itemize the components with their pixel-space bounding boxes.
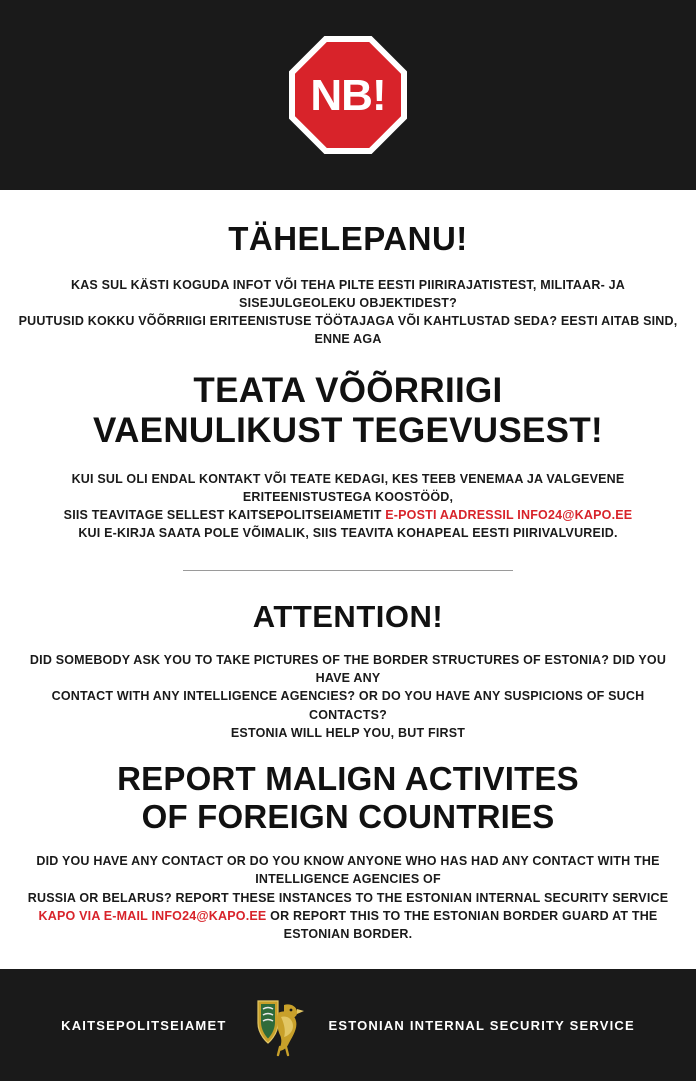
english-detail <box>18 852 678 943</box>
english-intro <box>18 651 678 742</box>
estonian-intro-line-1: KAS SUL KÄSTI KOGUDA INFOT VÕI TEHA PILTE EESTI PIIRIRAJATISTEST, MILITAAR- JA SISEJULGEOLEKU OBJEKTIDEST? <box>70 278 626 311</box>
english-detail-line-3-rest: OR REPORT THIS TO THE ESTONIAN BORDER GUARD AT THE ESTONIAN BORDER. <box>266 908 658 941</box>
griffin-shield-crest-icon <box>248 993 306 1057</box>
footer-banner <box>0 969 696 1081</box>
english-detail-line-2: RUSSIA OR BELARUS? REPORT THESE INSTANCES TO THE ESTONIAN INTERNAL SECURITY SERVICE <box>27 890 669 905</box>
nb-label: NB! <box>310 71 386 120</box>
english-contact-email[interactable]: KAPO VIA E-MAIL INFO24@KAPO.EE <box>38 908 267 923</box>
english-call-line-2: OF FOREIGN COUNTRIES <box>141 798 555 836</box>
estonian-detail-line-3: KUI E-KIRJA SAATA POLE VÕIMALIK, SIIS TEAVITA KOHAPEAL EESTI PIIRIVALVUREID. <box>78 526 618 541</box>
english-call-line-1: REPORT MALIGN ACTIVITES <box>117 759 579 797</box>
poster-body <box>0 190 696 969</box>
english-detail-line-3 <box>18 907 678 943</box>
english-detail-line-1: DID YOU HAVE ANY CONTACT OR DO YOU KNOW ANYONE WHO HAS HAD ANY CONTACT WITH THE INTELLIGENCE AGENCIES OF <box>36 854 660 887</box>
footer-org-english: ESTONIAN INTERNAL SECURITY SERVICE <box>328 1017 635 1033</box>
estonian-intro <box>18 276 678 349</box>
nb-warning-sign <box>289 36 407 154</box>
estonian-detail <box>18 470 678 543</box>
estonian-call-line-1: TEATA VÕÕRRIIGI <box>193 370 503 410</box>
estonian-detail-line-1: KUI SUL OLI ENDAL KONTAKT VÕI TEATE KEDAGI, KES TEEB VENEMAA JA VALGEVENE ERITEENISTUSTEGA KOOSTÖÖD, <box>71 471 625 504</box>
english-intro-line-3: ESTONIA WILL HELP YOU, BUT FIRST <box>230 725 466 740</box>
estonian-contact-email[interactable]: E-POSTI AADRESSIL INFO24@KAPO.EE <box>385 507 633 522</box>
english-call-to-action <box>18 760 678 837</box>
body-spacer <box>18 943 678 959</box>
estonian-intro-line-2: PUUTUSID KOKKU VÕÕRRIIGI ERITEENISTUSE TÖÖTAJAGA VÕI KAHTLUSTAD SEDA? EESTI AITAB SIND, ENNE AGA <box>18 314 678 347</box>
top-banner <box>0 0 696 190</box>
estonian-headline: TÄHELEPANU! <box>228 220 468 257</box>
estonian-call-to-action <box>18 371 678 452</box>
english-intro-line-1: DID SOMEBODY ASK YOU TO TAKE PICTURES OF THE BORDER STRUCTURES OF ESTONIA? DID YOU HAVE ANY <box>29 653 667 686</box>
footer-org-estonian: KAITSEPOLITSEIAMET <box>61 1017 227 1033</box>
english-intro-line-2: CONTACT WITH ANY INTELLIGENCE AGENCIES? OR DO YOU HAVE ANY SUSPICIONS OF SUCH CONTACTS? <box>51 689 645 722</box>
estonian-detail-line-2-prefix: SIIS TEAVITAGE SELLEST KAITSEPOLITSEIAMETIT <box>63 507 386 522</box>
estonian-detail-line-2 <box>18 506 678 524</box>
section-divider <box>183 570 513 571</box>
english-headline: ATTENTION! <box>252 599 444 635</box>
estonian-call-line-2: VAENULIKUST TEGEVUSEST! <box>93 411 603 451</box>
